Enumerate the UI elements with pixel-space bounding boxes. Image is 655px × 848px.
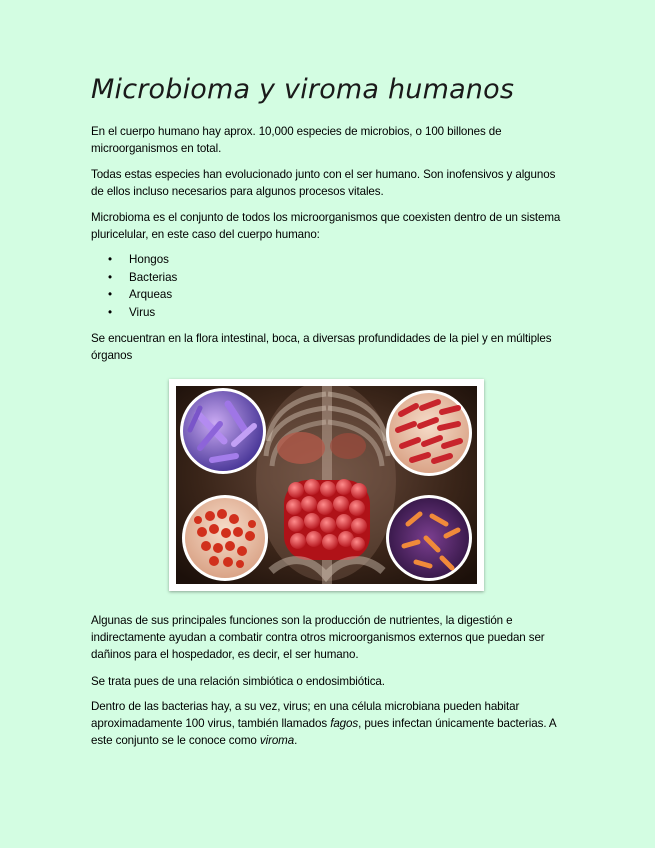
paragraph-microbiome-definition: Microbioma es el conjunto de todos los microorganismos que coexisten dentro de un sistema pluricelular, en este caso del cuerpo humano: <box>91 211 561 241</box>
list-item: • Hongos <box>91 251 177 269</box>
paragraph-evolution: Todas estas especies han evolucionado junto con el ser humano. Son inofensivos y algunos de ellos incluso necesarios para algunos procesos vitales. <box>91 168 556 198</box>
document-title: Microbioma y viroma humanos <box>91 74 515 105</box>
virome-text-e: . <box>294 734 298 747</box>
term-fagos: fagos <box>330 717 359 730</box>
paragraph-locations: Se encuentran en la flora intestinal, boca, a diversas profundidades de la piel y en múltiples órganos <box>91 332 552 362</box>
virome-text-c: , pues infectan únicamente bacterias. A este conjunto se le conoce como <box>91 717 556 747</box>
paragraph-species-count: En el cuerpo humano hay aprox. 10,000 especies de microbios, o 100 billones de microorganismos en total. <box>91 125 502 155</box>
microbiome-figure <box>169 379 484 591</box>
microorganism-list <box>91 251 177 321</box>
paragraph-functions: Algunas de sus principales funciones son la producción de nutrientes, la digestión e indirectamente ayudan a combatir contra otros microorganismos externos que puedan ser dañinos para el hospedador, es decir, el ser humano. <box>91 614 545 661</box>
paragraph-symbiosis: Se trata pues de una relación simbiótica o endosimbiótica. <box>91 675 385 688</box>
list-item: • Bacterias <box>91 269 177 287</box>
list-item: • Virus <box>91 304 177 322</box>
paragraph-virome <box>91 698 571 749</box>
microbiome-illustration <box>176 386 477 584</box>
term-viroma: viroma <box>259 734 295 747</box>
virome-text-a: Dentro de las bacterias hay, a su vez, virus; en una célula microbiana pueden habitar aproximadamente 100 virus, también llamados <box>91 700 520 730</box>
list-item: • Arqueas <box>91 286 177 304</box>
